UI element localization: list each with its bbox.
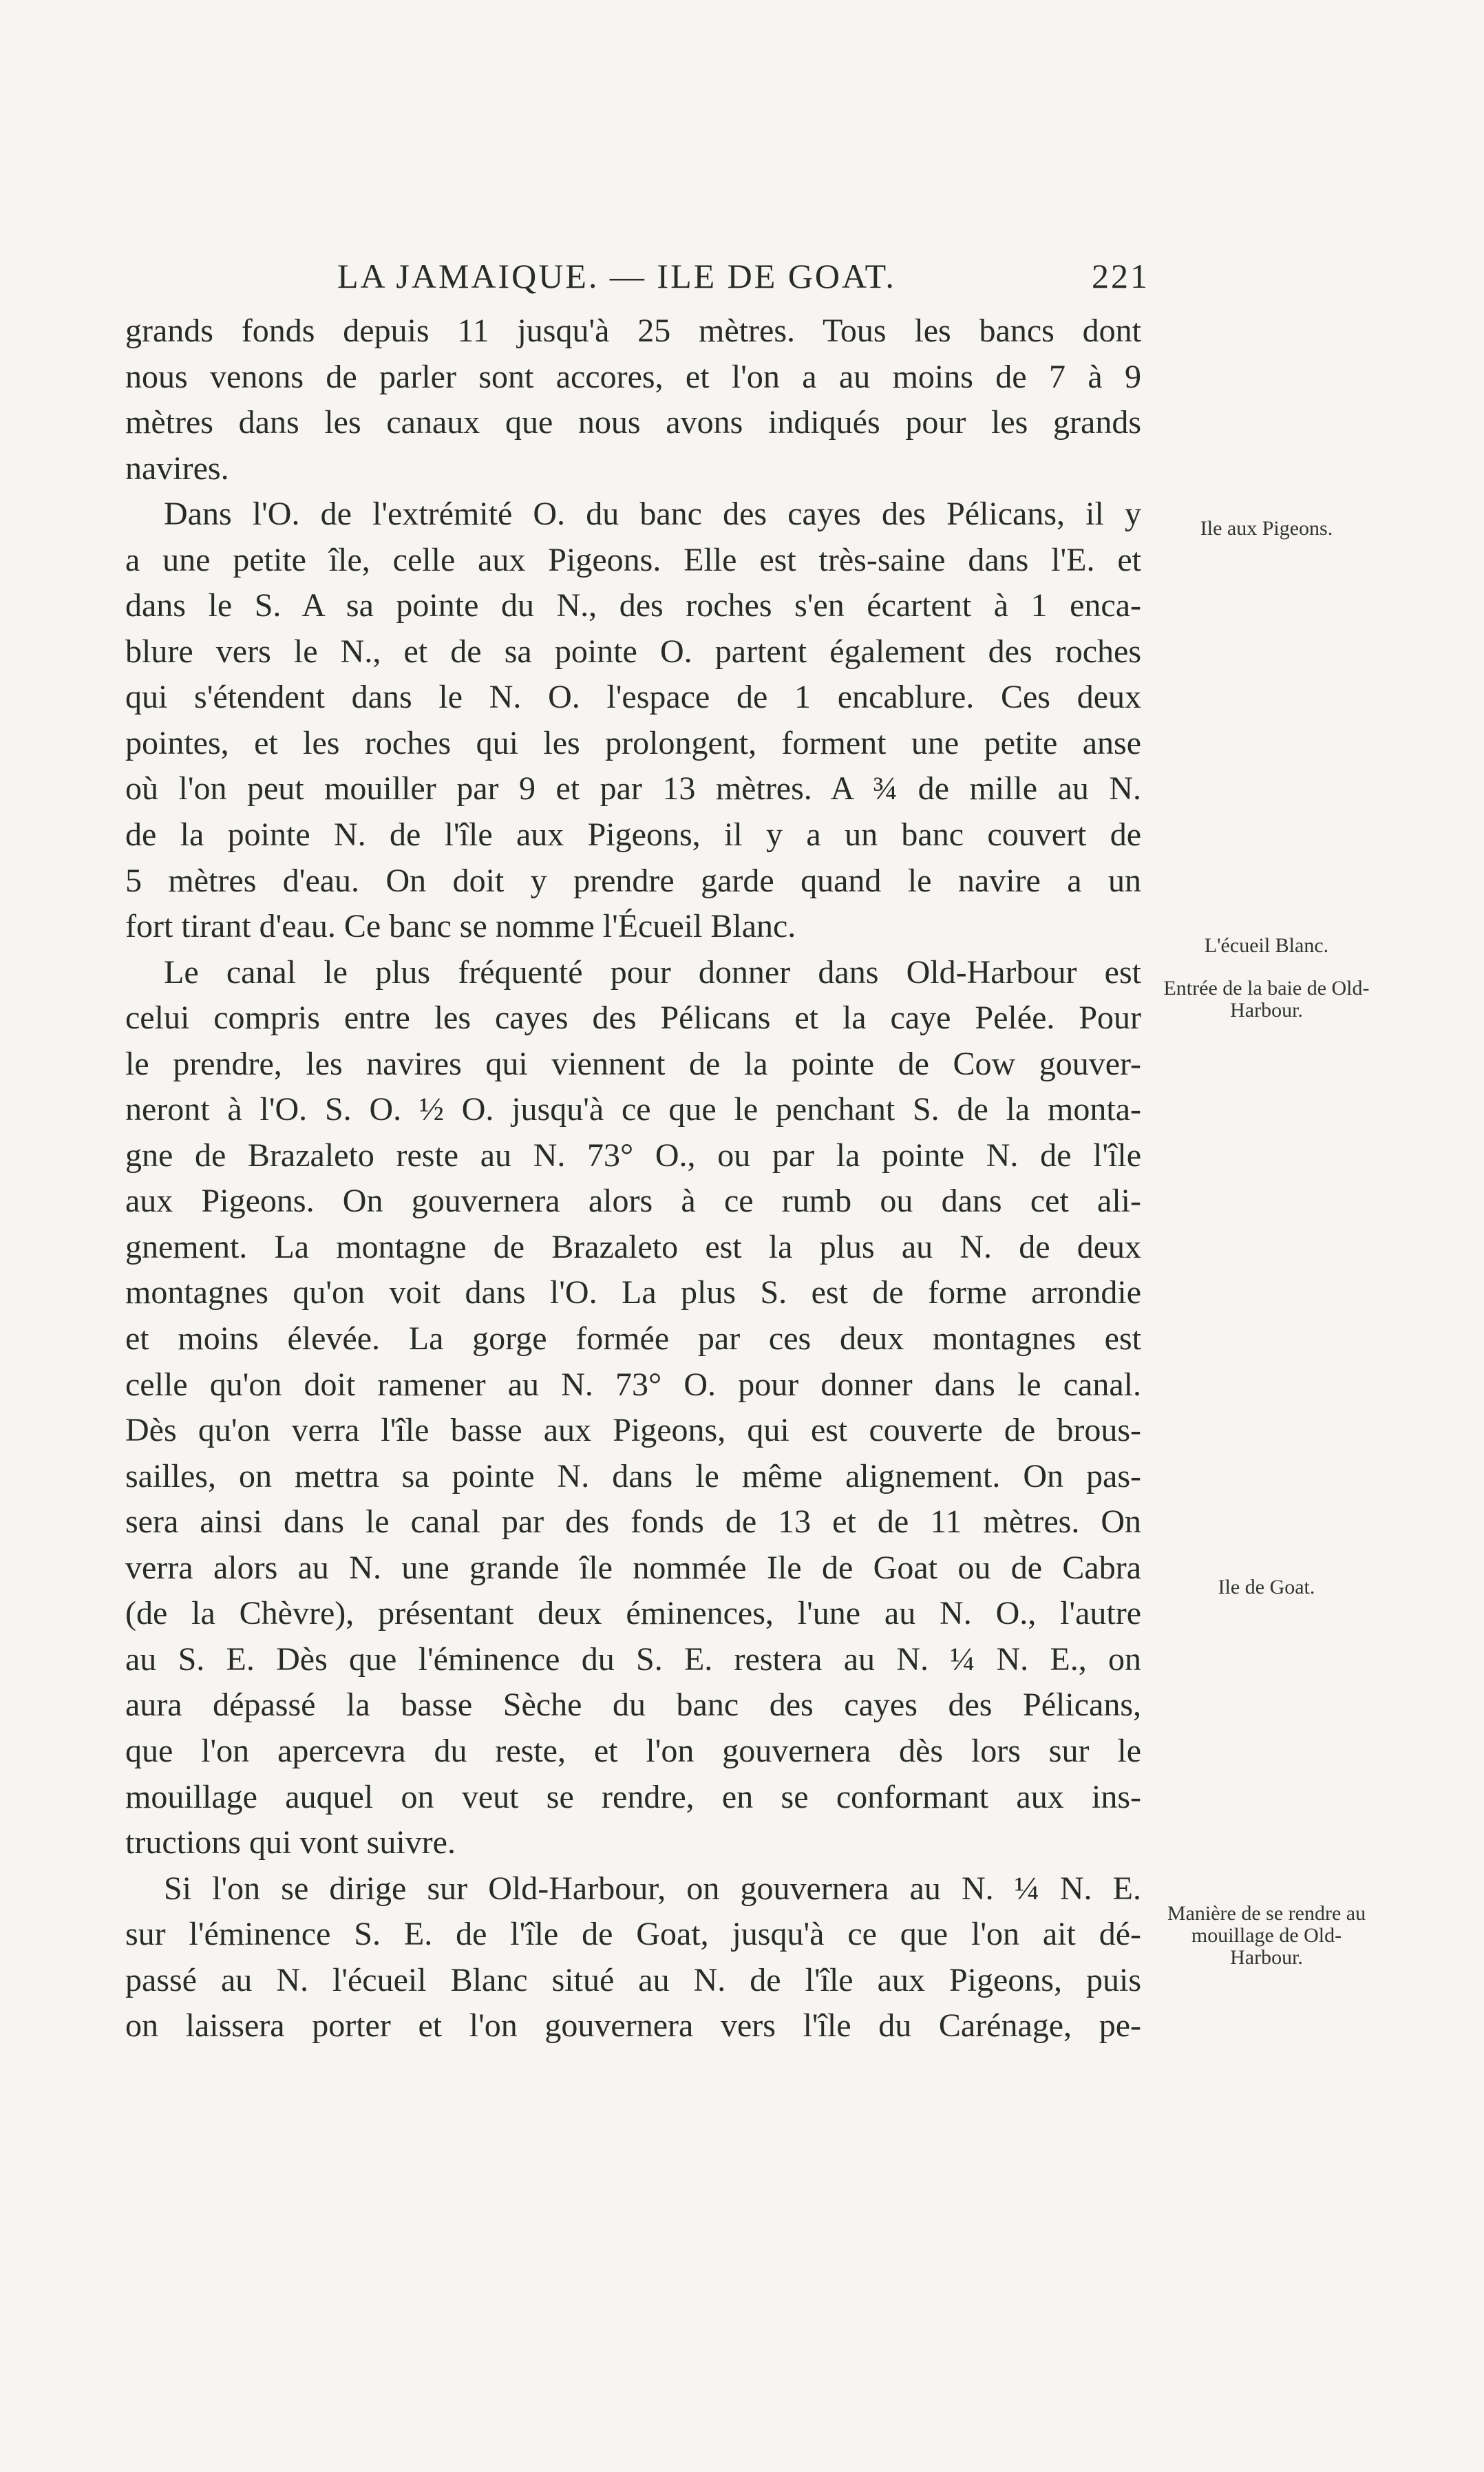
text-line: fort tirant d'eau. Ce banc se nomme l'Écueil Blanc. [125,908,796,945]
text-line: qui s'étendent dans le N. O. l'espace de 1 encablure. Ces deux [125,679,1141,716]
text-line: neront à l'O. S. O. ½ O. jusqu'à ce que le penchant S. de la monta- [125,1091,1141,1128]
margin-note-entree-baie: Entrée de la baie de Old-Harbour. [1163,977,1370,1022]
text-line: mouillage auquel on veut se rendre, en se conformant aux ins- [125,1778,1141,1815]
main-text [125,308,1141,2049]
running-header [337,256,1149,304]
text-line: blure vers le N., et de sa pointe O. partent également des roches [125,633,1141,670]
running-title: LA JAMAIQUE. — ILE DE GOAT. [337,257,896,295]
text-line: celui compris entre les cayes des Pélicans et la caye Pelée. Pour [125,1000,1141,1037]
text-line: de la pointe N. de l'île aux Pigeons, il y a un banc couvert de [125,816,1141,854]
margin-note-ile-aux-pigeons: Ile aux Pigeons. [1200,517,1333,540]
text-line: (de la Chèvre), présentant deux éminences, l'une au N. O., l'autre [125,1595,1141,1632]
text-line: aura dépassé la basse Sèche du banc des cayes des Pélicans, [125,1687,1141,1724]
text-line: grands fonds depuis 11 jusqu'à 25 mètres. Tous les bancs dont [125,313,1141,349]
text-line: au S. E. Dès que l'éminence du S. E. restera au N. ¼ N. E., on [125,1640,1141,1678]
text-line: a une petite île, celle aux Pigeons. Elle est très-saine dans l'E. et [125,541,1141,578]
text-line: Dans l'O. de l'extrémité O. du banc des cayes des Pélicans, il y [164,496,1141,533]
text-line: dans le S. A sa pointe du N., des roches s'en écartent à 1 enca- [125,587,1141,624]
text-line: passé au N. l'écueil Blanc situé au N. de l'île aux Pigeons, puis [125,1961,1141,1998]
text-line: on laissera porter et l'on gouvernera vers l'île du Carénage, pe- [125,2007,1141,2045]
text-line: verra alors au N. une grande île nommée Ile de Goat ou de Cabra [125,1549,1141,1586]
text-line: tructions qui vont suivre. [125,1824,456,1861]
margin-note-ecueil-blanc: L'écueil Blanc. [1204,934,1329,957]
text-line: et moins élevée. La gorge formée par ces deux montagnes est [125,1320,1141,1358]
text-line: pointes, et les roches qui les prolongent, forment une petite anse [125,724,1141,761]
text-line: gnement. La montagne de Brazaleto est la plus au N. de deux [125,1228,1141,1265]
text-line: sailles, on mettra sa pointe N. dans le même alignement. On pas- [125,1457,1141,1494]
text-line: nous venons de parler sont accores, et l'on a au moins de 7 à 9 [125,358,1141,395]
margin-note-maniere: Manière de se rendre au mouillage de Old-Harbour. [1167,1902,1366,1969]
page-number: 221 [1092,257,1149,295]
text-line: que l'on apercevra du reste, et l'on gouvernera dès lors sur le [125,1732,1141,1769]
text-line: aux Pigeons. On gouvernera alors à ce rumb ou dans cet ali- [125,1183,1141,1220]
text-line: sur l'éminence S. E. de l'île de Goat, jusqu'à ce que l'on ait dé- [125,1916,1141,1953]
text-line: Le canal le plus fréquenté pour donner dans Old-Harbour est [164,953,1141,991]
text-line: Dès qu'on verra l'île basse aux Pigeons, qui est couverte de brous- [125,1412,1141,1449]
text-line: 5 mètres d'eau. On doit y prendre garde quand le navire a un [125,862,1141,899]
text-line: gne de Brazaleto reste au N. 73° O., ou par la pointe N. de l'île [125,1137,1141,1174]
text-line: navires. [125,450,229,487]
text-line: où l'on peut mouiller par 9 et par 13 mètres. A ¾ de mille au N. [125,770,1141,807]
text-line: montagnes qu'on voit dans l'O. La plus S. est de forme arrondie [125,1274,1141,1311]
text-line: sera ainsi dans le canal par des fonds de 13 et de 11 mètres. On [125,1503,1141,1541]
text-line: Si l'on se dirige sur Old-Harbour, on gouvernera au N. ¼ N. E. [164,1870,1141,1907]
text-line: celle qu'on doit ramener au N. 73° O. pour donner dans le canal. [125,1366,1141,1403]
text-line: mètres dans les canaux que nous avons indiqués pour les grands [125,404,1141,441]
text-line: le prendre, les navires qui viennent de la pointe de Cow gouver- [125,1045,1141,1082]
margin-note-ile-de-goat: Ile de Goat. [1218,1576,1315,1598]
